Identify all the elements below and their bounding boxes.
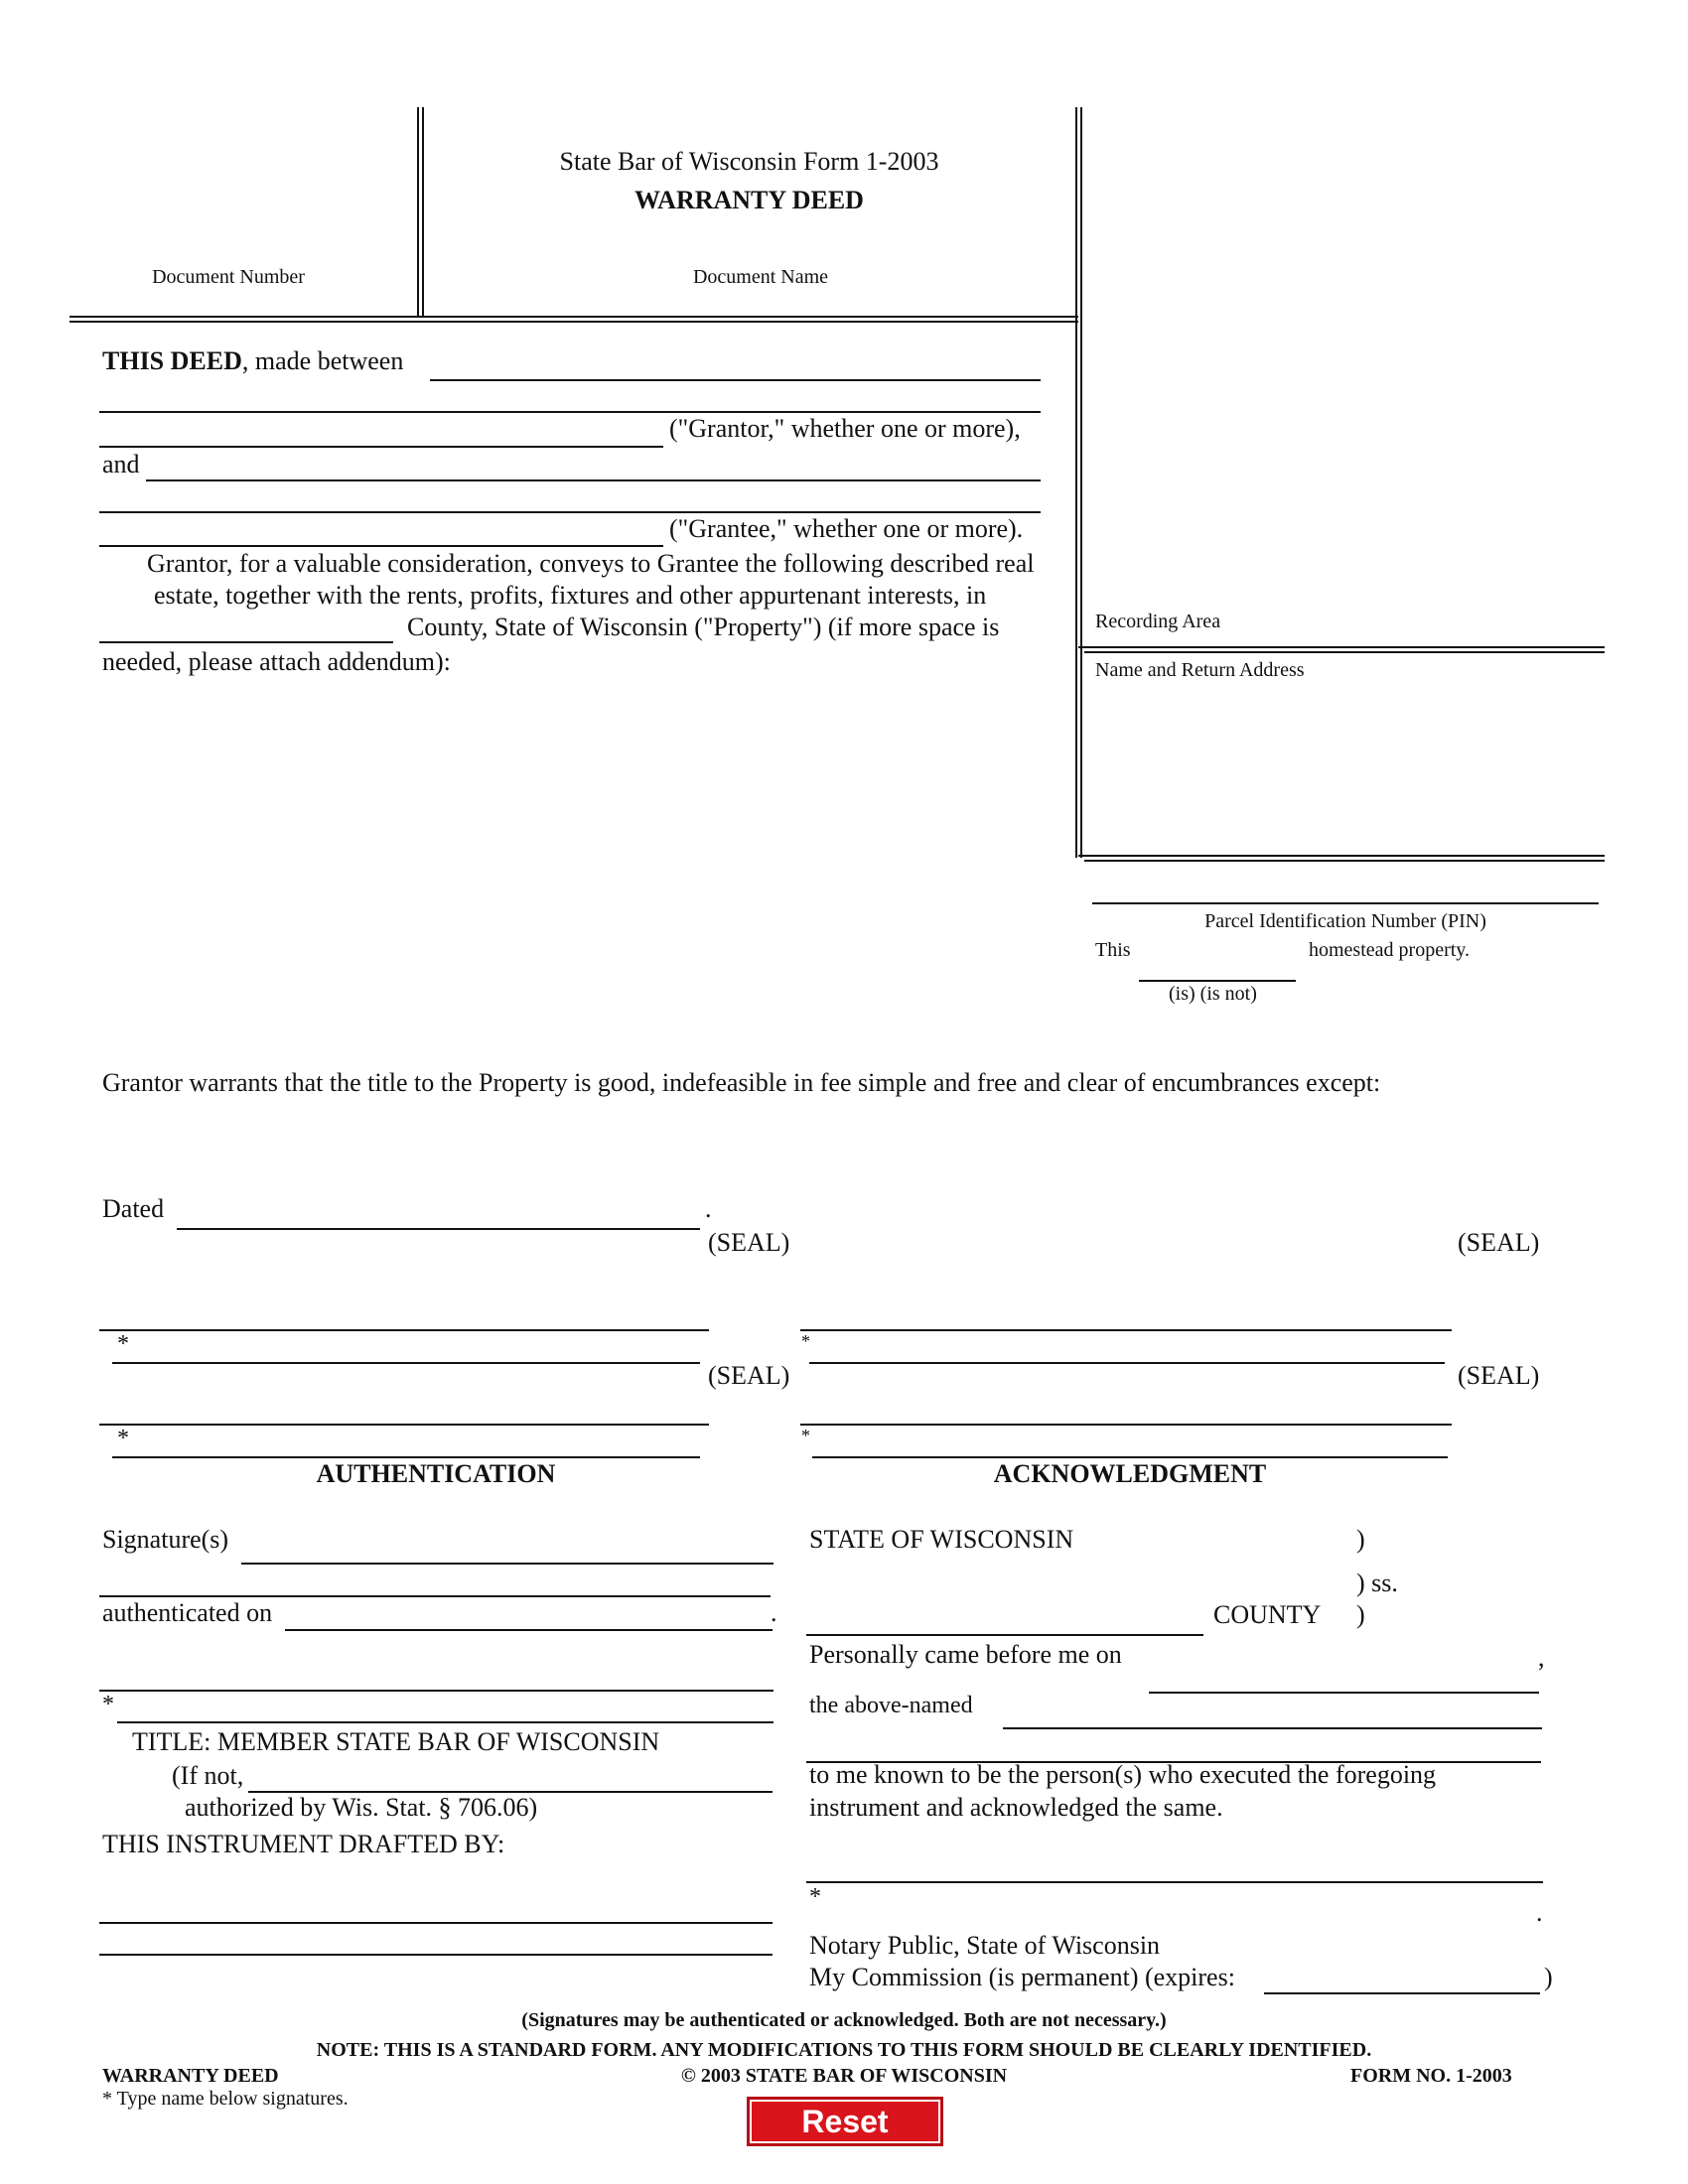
convey-line-1: Grantor, for a valuable consideration, conveys to Grantee the following described real (147, 549, 1035, 578)
personally-comma: , (1538, 1643, 1545, 1672)
authenticated-signatures-field-1[interactable] (241, 1563, 774, 1565)
convey-line-2: estate, together with the rents, profits, fixtures and other appurtenant interests, in (154, 581, 987, 610)
personally-came-label: Personally came before me on (809, 1640, 1122, 1669)
type-name-note: * Type name below signatures. (102, 2088, 349, 2110)
authenticated-period: . (771, 1598, 777, 1627)
above-named-label: the above-named (809, 1693, 973, 1718)
notary-asterisk: * (809, 1884, 821, 1910)
is-is-not-label: (is) (is not) (1169, 983, 1257, 1005)
acknowledgment-heading: ACKNOWLEDGMENT (993, 1459, 1267, 1488)
recording-divider-a (1075, 107, 1077, 858)
dated-period: . (705, 1194, 712, 1223)
authenticator-name-field[interactable] (117, 1721, 774, 1723)
state-paren: ) (1356, 1525, 1365, 1554)
form-line: State Bar of Wisconsin Form 1-2003 (559, 147, 939, 176)
header-bottom-rule-b (70, 321, 1078, 323)
homestead-status-field[interactable] (1139, 980, 1296, 982)
pin-label: Parcel Identification Number (PIN) (1204, 910, 1486, 932)
county-paren: ) (1356, 1600, 1365, 1629)
pin-field[interactable] (1092, 902, 1599, 904)
recording-divider-b (1080, 107, 1082, 858)
document-number-label: Document Number (152, 266, 305, 288)
county-label: COUNTY (1213, 1600, 1322, 1629)
authorized-by-label: authorized by Wis. Stat. § 706.06) (185, 1793, 538, 1822)
grantor-typed-name-2[interactable] (809, 1362, 1445, 1364)
convey-line-3: County, State of Wisconsin ("Property") (if more space is (407, 613, 1000, 641)
name-return-address-label: Name and Return Address (1095, 659, 1305, 681)
known-line-2: instrument and acknowledged the same. (809, 1793, 1223, 1822)
and-label: and (102, 450, 140, 478)
made-between-label: , made between (241, 346, 404, 375)
footer-right: FORM NO. 1-2003 (1350, 2065, 1512, 2087)
grantor-name-field-1[interactable] (430, 379, 1041, 381)
grantor-suffix: ("Grantor," whether one or more), (669, 414, 1021, 443)
header-divider-left-a (417, 107, 419, 316)
return-box-bottom-a (1078, 855, 1605, 857)
footer-left: WARRANTY DEED (102, 2065, 279, 2087)
authenticated-on-label: authenticated on (102, 1598, 273, 1627)
document-title: WARRANTY DEED (634, 186, 864, 214)
dated-label: Dated (102, 1194, 165, 1223)
acknowledgment-date-field[interactable] (1149, 1692, 1539, 1694)
commission-label: My Commission (is permanent) (expires: (809, 1963, 1235, 1991)
seal-3: (SEAL) (708, 1361, 790, 1390)
notary-public-label: Notary Public, State of Wisconsin (809, 1931, 1161, 1960)
reset-button[interactable]: Reset (747, 2097, 943, 2146)
ss-label: ) ss. (1356, 1569, 1398, 1597)
grantor-typed-name-1[interactable] (112, 1362, 700, 1364)
convey-line-4: needed, please attach addendum): (102, 647, 451, 676)
grantee-name-field-2[interactable] (99, 511, 1041, 513)
drafted-by-field-1[interactable] (99, 1922, 773, 1924)
sig-asterisk-2: * (801, 1331, 810, 1351)
header-bottom-rule-a (70, 316, 1078, 318)
seal-4: (SEAL) (1458, 1361, 1540, 1390)
sig-asterisk-4: * (801, 1426, 810, 1445)
commission-expires-field[interactable] (1264, 1992, 1540, 1994)
grantor-signature-4[interactable] (800, 1424, 1452, 1426)
title-member-label: TITLE: MEMBER STATE BAR OF WISCONSIN (132, 1727, 660, 1756)
this-deed-label: THIS DEED (102, 346, 242, 375)
footer-note-1: (Signatures may be authenticated or acknowledged. Both are not necessary.) (521, 2009, 1167, 2031)
auth-asterisk: * (102, 1692, 114, 1717)
seal-1: (SEAL) (708, 1228, 790, 1257)
grantor-signature-1[interactable] (99, 1329, 709, 1331)
seal-2: (SEAL) (1458, 1228, 1540, 1257)
county-name-field[interactable] (806, 1634, 1203, 1636)
grantee-name-field-3[interactable] (99, 545, 663, 547)
grantee-name-field-1[interactable] (146, 479, 1041, 481)
homestead-property-text: homestead property. (1309, 939, 1470, 961)
drafted-by-label: THIS INSTRUMENT DRAFTED BY: (102, 1830, 505, 1858)
grantor-typed-name-3[interactable] (112, 1456, 700, 1458)
grantor-name-field-3[interactable] (99, 446, 663, 448)
grantor-typed-name-4[interactable] (812, 1456, 1448, 1458)
sig-asterisk-1: * (117, 1331, 129, 1357)
grantee-suffix: ("Grantee," whether one or more). (669, 514, 1024, 543)
above-named-field-1[interactable] (1003, 1727, 1542, 1729)
recording-rule-a (1078, 646, 1605, 648)
recording-rule-b (1084, 651, 1605, 653)
sig-asterisk-3: * (117, 1426, 129, 1451)
state-of-wisconsin-label: STATE OF WISCONSIN (809, 1525, 1074, 1554)
authenticated-signatures-field-2[interactable] (99, 1595, 771, 1597)
signatures-label: Signature(s) (102, 1525, 229, 1554)
document-name-label: Document Name (692, 266, 829, 288)
if-not-label: (If not, (172, 1761, 244, 1790)
notary-signature-field[interactable] (806, 1881, 1543, 1883)
warranty-text: Grantor warrants that the title to the Property is good, indefeasible in fee simple and free and clear of encumbrances except: (102, 1068, 1381, 1097)
recording-area-label: Recording Area (1095, 611, 1221, 632)
commission-close-paren: ) (1544, 1963, 1553, 1991)
authenticated-on-field[interactable] (285, 1629, 773, 1631)
grantor-signature-3[interactable] (99, 1424, 709, 1426)
authentication-heading: AUTHENTICATION (316, 1459, 556, 1488)
drafted-by-field-2[interactable] (99, 1954, 773, 1956)
county-field[interactable] (99, 641, 393, 643)
authenticator-signature-field[interactable] (99, 1690, 774, 1692)
homestead-this: This (1095, 939, 1131, 961)
notary-period: . (1536, 1898, 1543, 1927)
footer-note-2: NOTE: THIS IS A STANDARD FORM. ANY MODIFICATIONS TO THIS FORM SHOULD BE CLEARLY IDENTIFIED. (316, 2039, 1372, 2061)
grantor-name-field-2[interactable] (99, 411, 1041, 413)
dated-field[interactable] (177, 1228, 700, 1230)
footer-center: © 2003 STATE BAR OF WISCONSIN (680, 2065, 1008, 2087)
deed-opening (102, 346, 403, 376)
known-line-1: to me known to be the person(s) who executed the foregoing (809, 1760, 1437, 1789)
grantor-signature-2[interactable] (800, 1329, 1452, 1331)
return-box-bottom-b (1084, 860, 1605, 862)
